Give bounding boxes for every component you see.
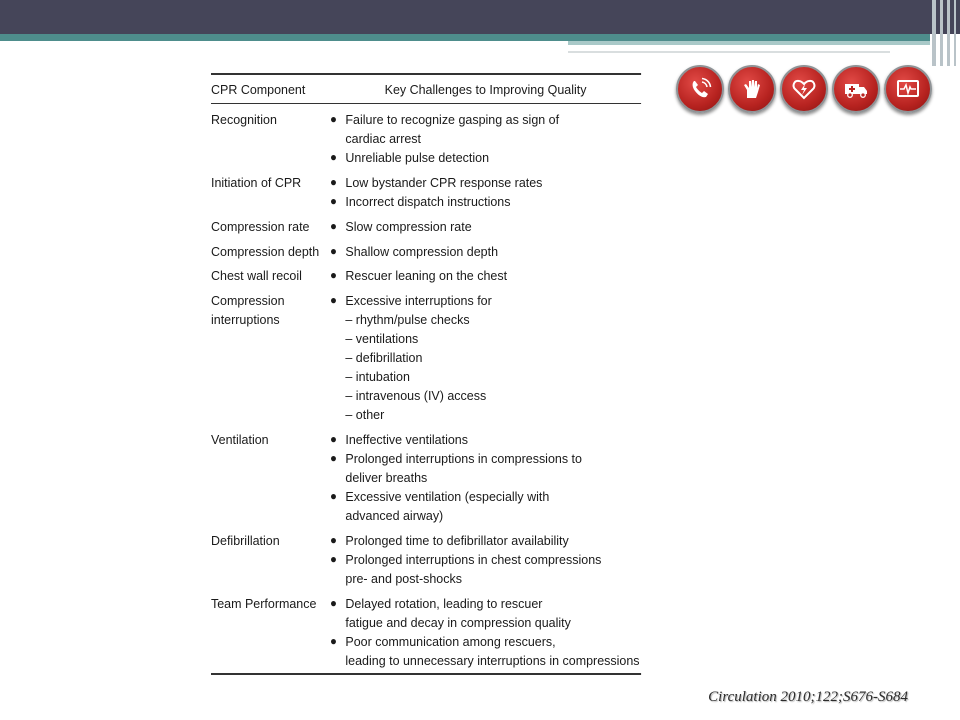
bullet-text: leading to unnecessary interruptions in compressions [345,653,640,668]
challenges-cell [330,430,641,525]
cpr-component-cell [211,531,330,588]
bullet-text: Unreliable pulse detection [345,150,490,165]
table-row [211,242,641,261]
bullet-item [330,148,641,167]
bullet-item [330,192,641,211]
cpr-component-label: Recognition [211,112,277,127]
table-body [211,110,641,670]
bullet-text: Prolonged time to defibrillator availability [345,533,569,548]
bullet-icon [330,651,345,670]
bullet-item [330,594,641,613]
bullet-icon: ● [330,268,337,282]
bullet-icon [330,129,345,148]
challenges-cell [330,266,641,285]
bullet-item [330,291,641,310]
sub-item: – other [345,407,385,422]
table-row [211,291,641,424]
bullet-text: fatigue and decay in compression quality [345,615,571,630]
bullet-icon: ● [330,432,337,446]
bullet-item [330,632,641,651]
divider-line [568,51,890,53]
ems-icon-strip [676,65,932,113]
bullet-icon: ● [330,451,337,465]
table-row [211,173,641,211]
header-band [0,0,960,34]
bullet-text: Ineffective ventilations [345,432,468,447]
challenges-cell [330,594,641,670]
header-key-challenges: Key Challenges to Improving Quality [384,81,587,97]
cpr-component-label: Compression rate [211,219,310,234]
cpr-quality-table [211,73,641,675]
bullet-text: Excessive interruptions for [345,293,492,308]
challenges-cell [330,291,641,424]
hands-icon [728,65,776,113]
sub-item: – defibrillation [345,350,423,365]
cpr-component-label: Compression [211,293,285,308]
bullet-icon: ● [330,293,337,307]
bullet-text: cardiac arrest [345,131,421,146]
bullet-item [330,266,641,285]
cpr-component-cell [211,242,330,261]
bullet-item [330,217,641,236]
bullet-icon: ● [330,244,337,258]
challenges-cell [330,531,641,588]
cpr-component-cell [211,266,330,285]
bullet-text: Prolonged interruptions in compressions to [345,451,582,466]
table-row [211,531,641,588]
heart-shock-icon [780,65,828,113]
cpr-component-label: Defibrillation [211,533,280,548]
accent-bar [0,34,930,41]
header-cpr-component: CPR Component [211,81,306,97]
cpr-component-label: interruptions [211,312,280,327]
sub-item: – rhythm/pulse checks [345,312,470,327]
bullet-continuation [330,129,641,148]
bullet-icon: ● [330,489,337,503]
cpr-component-cell [211,430,330,525]
bullet-icon [330,506,345,525]
bullet-text: Shallow compression depth [345,244,499,259]
table-row [211,430,641,525]
challenges-cell [330,173,641,211]
challenges-cell [330,110,641,167]
accent-bar-light [568,41,930,45]
table-row [211,594,641,670]
bullet-item [330,487,641,506]
bullet-continuation [330,506,641,525]
bullet-icon: ● [330,150,337,164]
cpr-component-cell [211,110,330,167]
cpr-component-label: Compression depth [211,244,320,259]
bullet-text: advanced airway) [345,508,444,523]
bullet-icon [330,468,345,487]
bullet-icon: ● [330,634,337,648]
sub-item: – intravenous (IV) access [345,388,487,403]
bullet-text: Poor communication among rescuers, [345,634,556,649]
bullet-icon: ● [330,219,337,233]
cpr-component-cell [211,173,330,211]
phone-icon [676,65,724,113]
challenges-cell [330,242,641,261]
bullet-item [330,449,641,468]
bullet-icon: ● [330,596,337,610]
bullet-item [330,173,641,192]
table-bottom-rule [211,673,641,675]
bullet-continuation [330,651,641,670]
bullet-text: Excessive ventilation (especially with [345,489,550,504]
cpr-component-cell [211,217,330,236]
bullet-icon [330,613,345,632]
bullet-icon [330,569,345,588]
bullet-item [330,550,641,569]
bullet-continuation [330,468,641,487]
cpr-component-label: Ventilation [211,432,269,447]
bullet-text: deliver breaths [345,470,428,485]
sub-item: – ventilations [345,331,419,346]
citation: Circulation 2010;122;S676-S684 [708,689,908,705]
bullet-icon: ● [330,112,337,126]
bullet-text: Failure to recognize gasping as sign of [345,112,560,127]
cpr-component-label: Initiation of CPR [211,175,302,190]
bullet-icon: ● [330,175,337,189]
cpr-component-cell [211,291,330,424]
cpr-component-label: Team Performance [211,596,317,611]
bullet-text: Rescuer leaning on the chest [345,268,508,283]
corner-stripes [930,0,960,66]
bullet-item [330,430,641,449]
bullet-text: Low bystander CPR response rates [345,175,543,190]
bullet-text: Slow compression rate [345,219,472,234]
table-header [211,75,641,103]
bullet-text: pre- and post-shocks [345,571,462,586]
bullet-text: Incorrect dispatch instructions [345,194,511,209]
table-row [211,266,641,285]
cpr-component-cell [211,594,330,670]
bullet-icon: ● [330,533,337,547]
bullet-text: Delayed rotation, leading to rescuer [345,596,543,611]
bullet-item [330,242,641,261]
bullet-text: Prolonged interruptions in chest compressions [345,552,602,567]
bullet-continuation [330,613,641,632]
monitor-icon [884,65,932,113]
bullet-item [330,110,641,129]
bullet-icon: ● [330,552,337,566]
bullet-icon: ● [330,194,337,208]
cpr-component-label: Chest wall recoil [211,268,302,283]
table-row [211,217,641,236]
table-header-rule [211,103,641,104]
bullet-continuation [330,569,641,588]
sub-item: – intubation [345,369,410,384]
bullet-item [330,531,641,550]
challenges-cell [330,217,641,236]
ambulance-icon [832,65,880,113]
table-row [211,110,641,167]
